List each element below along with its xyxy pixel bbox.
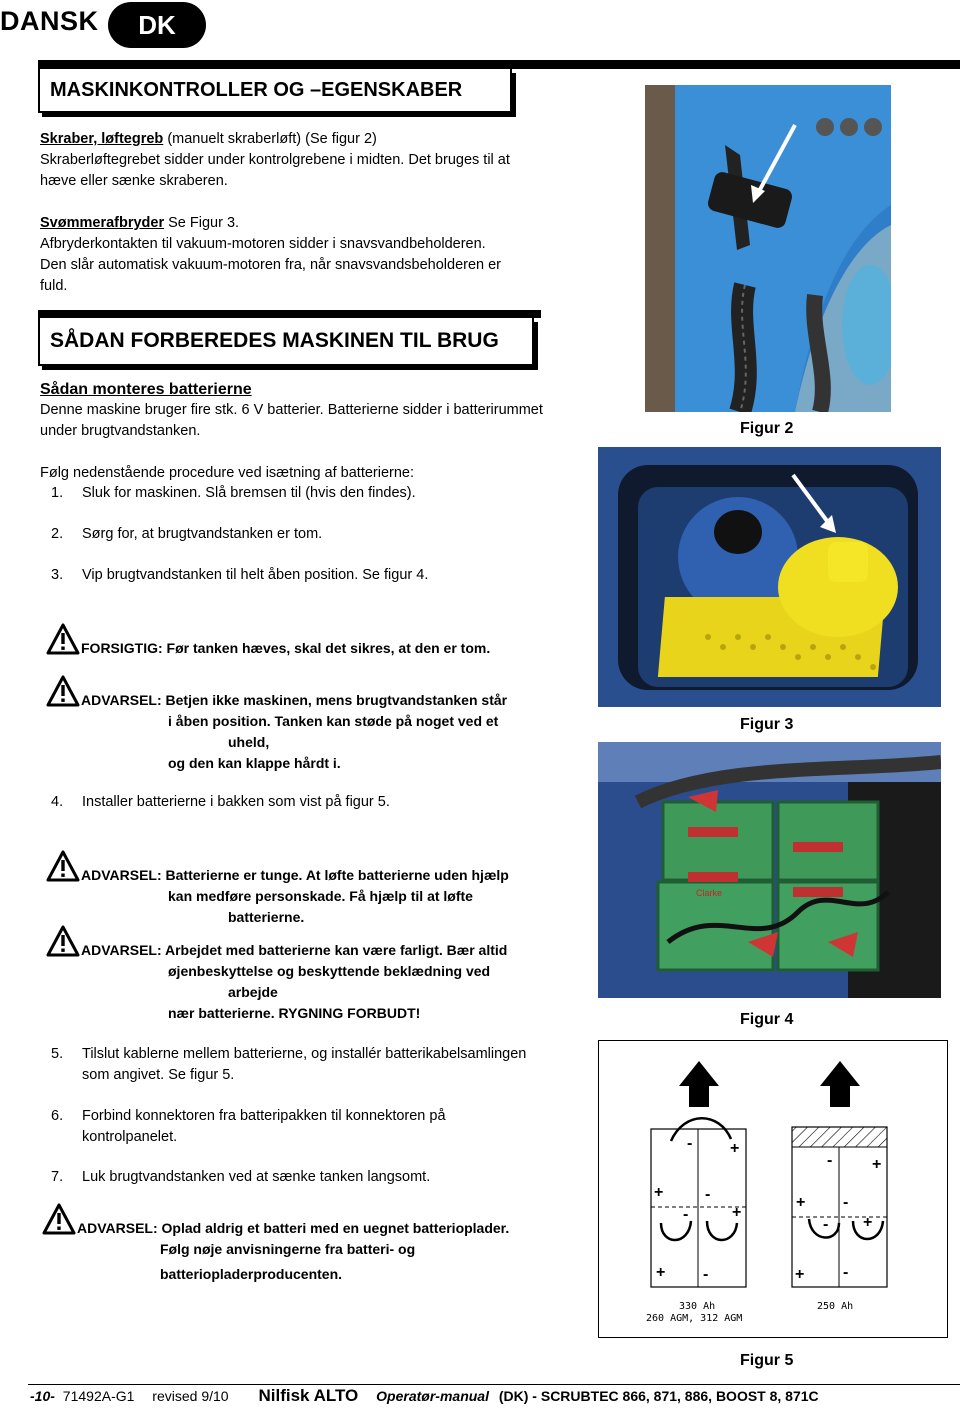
warning-line: kan medføre personskade. Få hjælp til at løfte xyxy=(168,888,473,904)
capacity-label: 250 Ah xyxy=(817,1301,854,1312)
figure-4-caption: Figur 4 xyxy=(740,1011,794,1028)
text: (manuelt skraberløft) (Se figur 2) xyxy=(163,131,377,147)
figure-5-caption: Figur 5 xyxy=(740,1352,794,1369)
step-text: kontrolpanelet. xyxy=(82,1129,178,1145)
warning-line: ADVARSEL: Oplad aldrig et batteri med en uegnet batterioplader. xyxy=(77,1220,510,1236)
step-number: 2. xyxy=(51,526,64,542)
step-text: Forbind konnektoren fra batteripakken til konnektoren på xyxy=(82,1108,446,1124)
paragraph-line: under brugtvandstanken. xyxy=(40,423,201,439)
minus-sign: - xyxy=(827,1152,833,1169)
text: Se Figur 3. xyxy=(164,215,240,231)
warning-triangle-icon xyxy=(46,623,80,655)
page-footer xyxy=(30,1386,819,1406)
page-number: -10- xyxy=(30,1388,55,1404)
figure-4-photo xyxy=(598,742,941,998)
warning-message xyxy=(81,690,581,774)
paragraph-line: Den slår automatisk vakuum-motoren fra, når snavsvandsbeholderen er xyxy=(40,257,502,273)
warning-line: ADVARSEL: Batterierne er tunge. At løfte batterierne uden hjælp xyxy=(81,867,509,883)
warning-message xyxy=(81,940,581,1024)
up-arrow-icon xyxy=(820,1061,860,1107)
warning-triangle-icon xyxy=(46,925,80,957)
brand-name: Nilfisk ALTO xyxy=(258,1386,359,1405)
step-number: 6. xyxy=(51,1108,64,1124)
warning-line: batteriopladerproducenten. xyxy=(160,1266,343,1282)
step-number: 4. xyxy=(51,794,64,810)
step-number: 1. xyxy=(51,485,64,501)
section1-body xyxy=(40,129,580,297)
warning-line: øjenbeskyttelse og beskyttende beklædning ved xyxy=(168,963,491,979)
section2-rule xyxy=(38,310,541,318)
warning-triangle-icon xyxy=(42,1203,76,1235)
step-item xyxy=(51,1044,571,1086)
document-number: 71492A-G1 xyxy=(62,1388,135,1404)
plus-sign: + xyxy=(863,1214,873,1231)
revision: revised 9/10 xyxy=(152,1388,229,1404)
warning-line: Følg nøje anvisningerne fra batteri- og xyxy=(160,1241,416,1257)
term-squeegee-lever: Skraber, løftegreb xyxy=(40,131,164,147)
plus-sign: + xyxy=(730,1140,740,1157)
minus-sign: - xyxy=(823,1216,829,1233)
caution-message xyxy=(81,638,581,659)
warning-line: og den kan klappe hårdt i. xyxy=(168,755,341,771)
step-item xyxy=(51,1106,571,1148)
plus-sign: + xyxy=(796,1194,806,1211)
top-rule xyxy=(38,60,960,69)
section-heading-prepare xyxy=(38,318,534,366)
step-number: 7. xyxy=(51,1169,64,1185)
warning-line: uheld, xyxy=(228,734,270,750)
warning-message xyxy=(77,1218,577,1285)
minus-sign: - xyxy=(683,1206,689,1223)
minus-sign: - xyxy=(843,1264,849,1281)
paragraph-line: hæve eller sænke skraberen. xyxy=(40,173,228,189)
plus-sign: + xyxy=(656,1264,666,1281)
step-item xyxy=(51,1167,571,1188)
section2-body xyxy=(40,379,600,484)
step-text: Luk brugtvandstanken ved at sænke tanken langsomt. xyxy=(82,1169,431,1185)
capacity-label: 330 Ah xyxy=(679,1301,716,1312)
up-arrow-icon xyxy=(679,1061,719,1107)
section-heading-controls xyxy=(38,69,512,113)
minus-sign: - xyxy=(705,1186,711,1203)
minus-sign: - xyxy=(843,1194,849,1211)
language-label: DANSK xyxy=(0,6,99,36)
paragraph-line: Denne maskine bruger fire stk. 6 V batterier. Batterierne sidder i batterirummet xyxy=(40,402,543,418)
step-text: Vip brugtvandstanken til helt åben position. Se figur 4. xyxy=(82,567,429,583)
warning-message xyxy=(81,865,581,928)
step-number: 5. xyxy=(51,1046,64,1062)
figure-2-photo xyxy=(645,85,891,412)
minus-sign: - xyxy=(687,1135,693,1152)
warning-triangle-icon xyxy=(46,850,80,882)
paragraph-line: Afbryderkontakten til vakuum-motoren sidder i snavsvandbeholderen. xyxy=(40,236,486,252)
warning-triangle-icon xyxy=(46,675,80,707)
step-item xyxy=(51,483,571,504)
step-text: Sørg for, at brugtvandstanken er tom. xyxy=(82,526,323,542)
plus-sign: + xyxy=(654,1184,664,1201)
model-list: (DK) - SCRUBTEC 866, 871, 886, BOOST 8, 871C xyxy=(498,1388,819,1404)
step-text: Tilslut kablerne mellem batterierne, og installér batterikabelsamlingen xyxy=(82,1046,527,1062)
capacity-label: 260 AGM, 312 AGM xyxy=(646,1313,743,1324)
warning-line: i åben position. Tanken kan støde på noget ved et xyxy=(168,713,499,729)
step-item xyxy=(51,524,571,545)
subheading-battery-install: Sådan monteres batterierne xyxy=(40,381,252,398)
figure-3-caption: Figur 3 xyxy=(740,716,794,733)
figure-2-caption: Figur 2 xyxy=(740,420,794,437)
paragraph-line: Følg nedenstående procedure ved isætning af batterierne: xyxy=(40,465,415,481)
section-title: MASKINKONTROLLER OG –EGENSKABER xyxy=(50,78,463,101)
warning-line: ADVARSEL: Arbejdet med batterierne kan være farligt. Bær altid xyxy=(81,942,508,958)
plus-sign: + xyxy=(872,1156,882,1173)
figure-3-photo xyxy=(598,447,941,707)
warning-line: ADVARSEL: Betjen ikke maskinen, mens brugtvandstanken står xyxy=(81,692,508,708)
paragraph-line: fuld. xyxy=(40,278,68,294)
footer-rule xyxy=(28,1384,960,1385)
battery-brand-label: Clarke xyxy=(696,888,723,898)
term-float-switch: Svømmerafbryder xyxy=(40,215,165,231)
step-number: 3. xyxy=(51,567,64,583)
step-text: Sluk for maskinen. Slå bremsen til (hvis den findes). xyxy=(82,485,416,501)
warning-line: batterierne. xyxy=(228,909,305,925)
step-item xyxy=(51,565,571,586)
step-text: Installer batterierne i bakken som vist på figur 5. xyxy=(82,794,390,810)
step-item xyxy=(51,792,571,813)
paragraph-line: Skraberløftegrebet sidder under kontrolgrebene i midten. Det bruges til at xyxy=(40,152,510,168)
plus-sign: + xyxy=(795,1266,805,1283)
warning-line: FORSIGTIG: Før tanken hæves, skal det sikres, at den er tom. xyxy=(81,640,491,656)
minus-sign: - xyxy=(703,1266,709,1283)
figure-5-diagram xyxy=(598,1040,948,1338)
section-title: SÅDAN FORBEREDES MASKINEN TIL BRUG xyxy=(50,329,499,352)
warning-line: nær batterierne. RYGNING FORBUDT! xyxy=(168,1005,421,1021)
language-code-badge: DK xyxy=(108,2,206,48)
manual-title: Operatør-manual xyxy=(376,1388,489,1404)
plus-sign: + xyxy=(732,1204,742,1221)
warning-line: arbejde xyxy=(228,984,278,1000)
step-text: som angivet. Se figur 5. xyxy=(82,1067,235,1083)
